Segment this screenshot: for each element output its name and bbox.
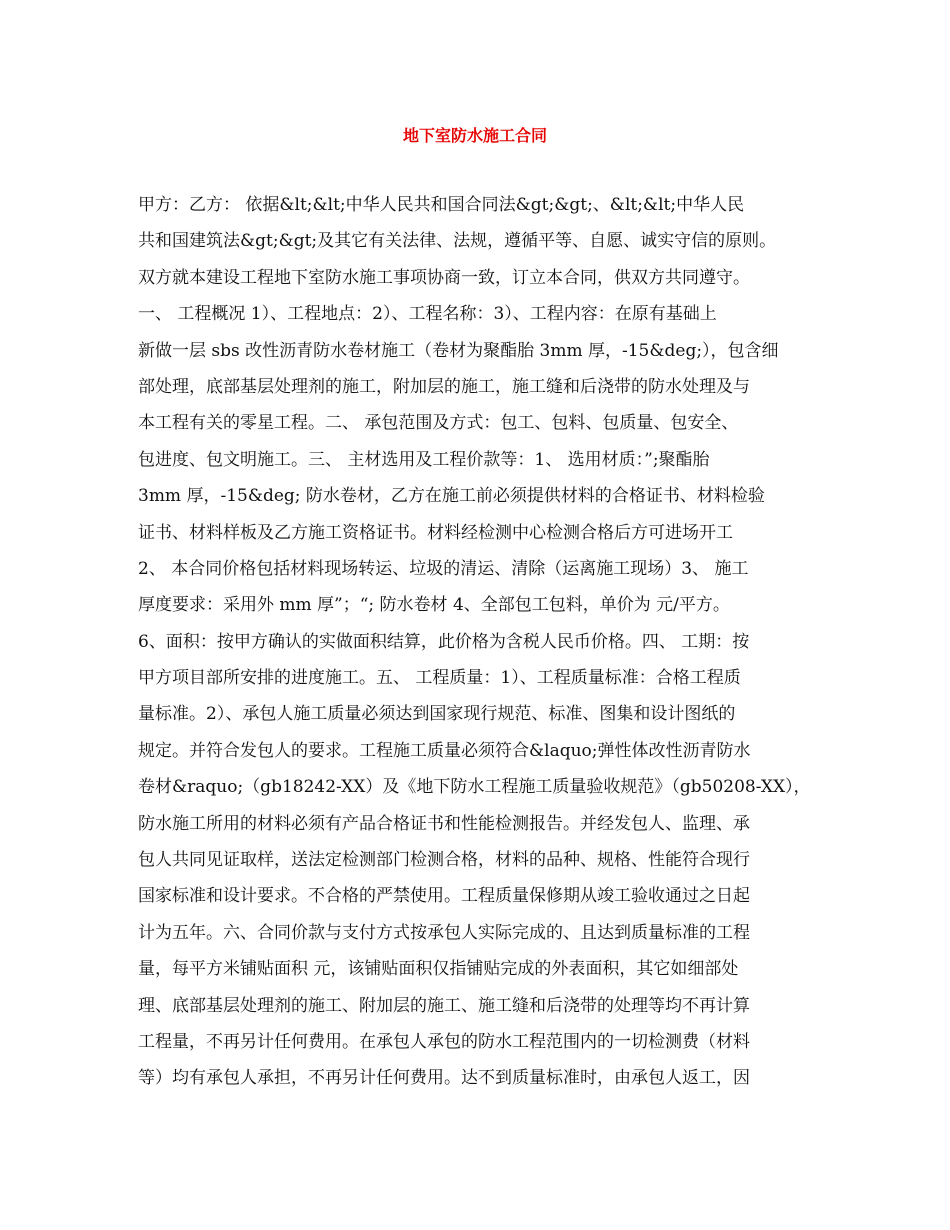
body-line: 一、 工程概况 1）、工程地点：2）、工程名称：3）、工程内容：在原有基础上	[138, 304, 717, 325]
body-line: 证书、材料样板及乙方施工资格证书。材料经检测中心检测合格后方可进场开工	[138, 522, 733, 543]
body-line: 6、面积：按甲方确认的实做面积结算，此价格为含税人民币价格。四、 工期：按	[138, 631, 750, 652]
body-line: 厚度要求：采用外 mm 厚”；“; 防水卷材 4、全部包工包料，单价为 元/平方。	[138, 595, 730, 616]
body-line: 防水施工所用的材料必须有产品合格证书和性能检测报告。并经发包人、监理、承	[138, 813, 750, 834]
body-line: 包进度、包文明施工。三、 主材选用及工程价款等：1、 选用材质：”;聚酯胎	[138, 449, 710, 470]
body-line: 量标准。2）、承包人施工质量必须达到国家现行规范、标准、图集和设计图纸的	[138, 704, 736, 725]
body-line: 量，每平方米铺贴面积 元，该铺贴面积仅指铺贴完成的外表面积，其它如细部处	[138, 959, 739, 980]
body-line: 本工程有关的零星工程。二、 承包范围及方式：包工、包料、包质量、包安全、	[138, 413, 739, 434]
body-line: 部处理，底部基层处理剂的施工，附加层的施工，施工缝和后浇带的防水处理及与	[138, 376, 750, 397]
body-line: 甲方：乙方： 依据&lt;&lt;中华人民共和国合同法&gt;&gt;、&lt;&lt;中华人民	[138, 195, 745, 215]
body-line: 国家标准和设计要求。不合格的严禁使用。工程质量保修期从竣工验收通过之日起	[138, 886, 750, 907]
document-title: 地下室防水施工合同	[402, 126, 547, 145]
body-line: 新做一层 sbs 改性沥青防水卷材施工（卷材为聚酯胎 3mm 厚，-15&deg;），包含细	[138, 340, 779, 361]
body-line: 工程量，不再另计任何费用。在承包人承包的防水工程范围内的一切检测费（材料	[138, 1031, 750, 1052]
body-line: 卷材&raquo;（gb18242-XX）及《地下防水工程施工质量验收规范》（gb50208-XX），	[138, 777, 811, 798]
body-line: 2、 本合同价格包括材料现场转运、垃圾的清运、清除（运离施工现场）3、 施工	[138, 558, 749, 579]
body-line: 包人共同见证取样，送法定检测部门检测合格，材料的品种、规格、性能符合现行	[138, 850, 750, 871]
body-line: 共和国建筑法&gt;&gt;及其它有关法律、法规，遵循平等、自愿、诚实守信的原则。	[138, 231, 777, 252]
body-line: 规定。并符合发包人的要求。工程施工质量必须符合&laquo;弹性体改性沥青防水	[138, 740, 751, 761]
body-line: 甲方项目部所安排的进度施工。五、 工程质量：1）、工程质量标准：合格工程质	[138, 668, 741, 689]
body-line: 3mm 厚，-15&deg; 防水卷材，乙方在施工前必须提供材料的合格证书、材料检验	[138, 486, 765, 507]
body-line: 计为五年。六、合同价款与支付方式按承包人实际完成的、且达到质量标准的工程	[138, 922, 750, 943]
document-body	[138, 193, 828, 1103]
body-line: 双方就本建设工程地下室防水施工事项协商一致，订立本合同，供双方共同遵守。	[138, 267, 750, 288]
body-line: 理、底部基层处理剂的施工、附加层的施工、施工缝和后浇带的处理等均不再计算	[138, 995, 750, 1016]
body-line: 等）均有承包人承担，不再另计任何费用。达不到质量标准时，由承包人返工，因	[138, 1068, 750, 1089]
